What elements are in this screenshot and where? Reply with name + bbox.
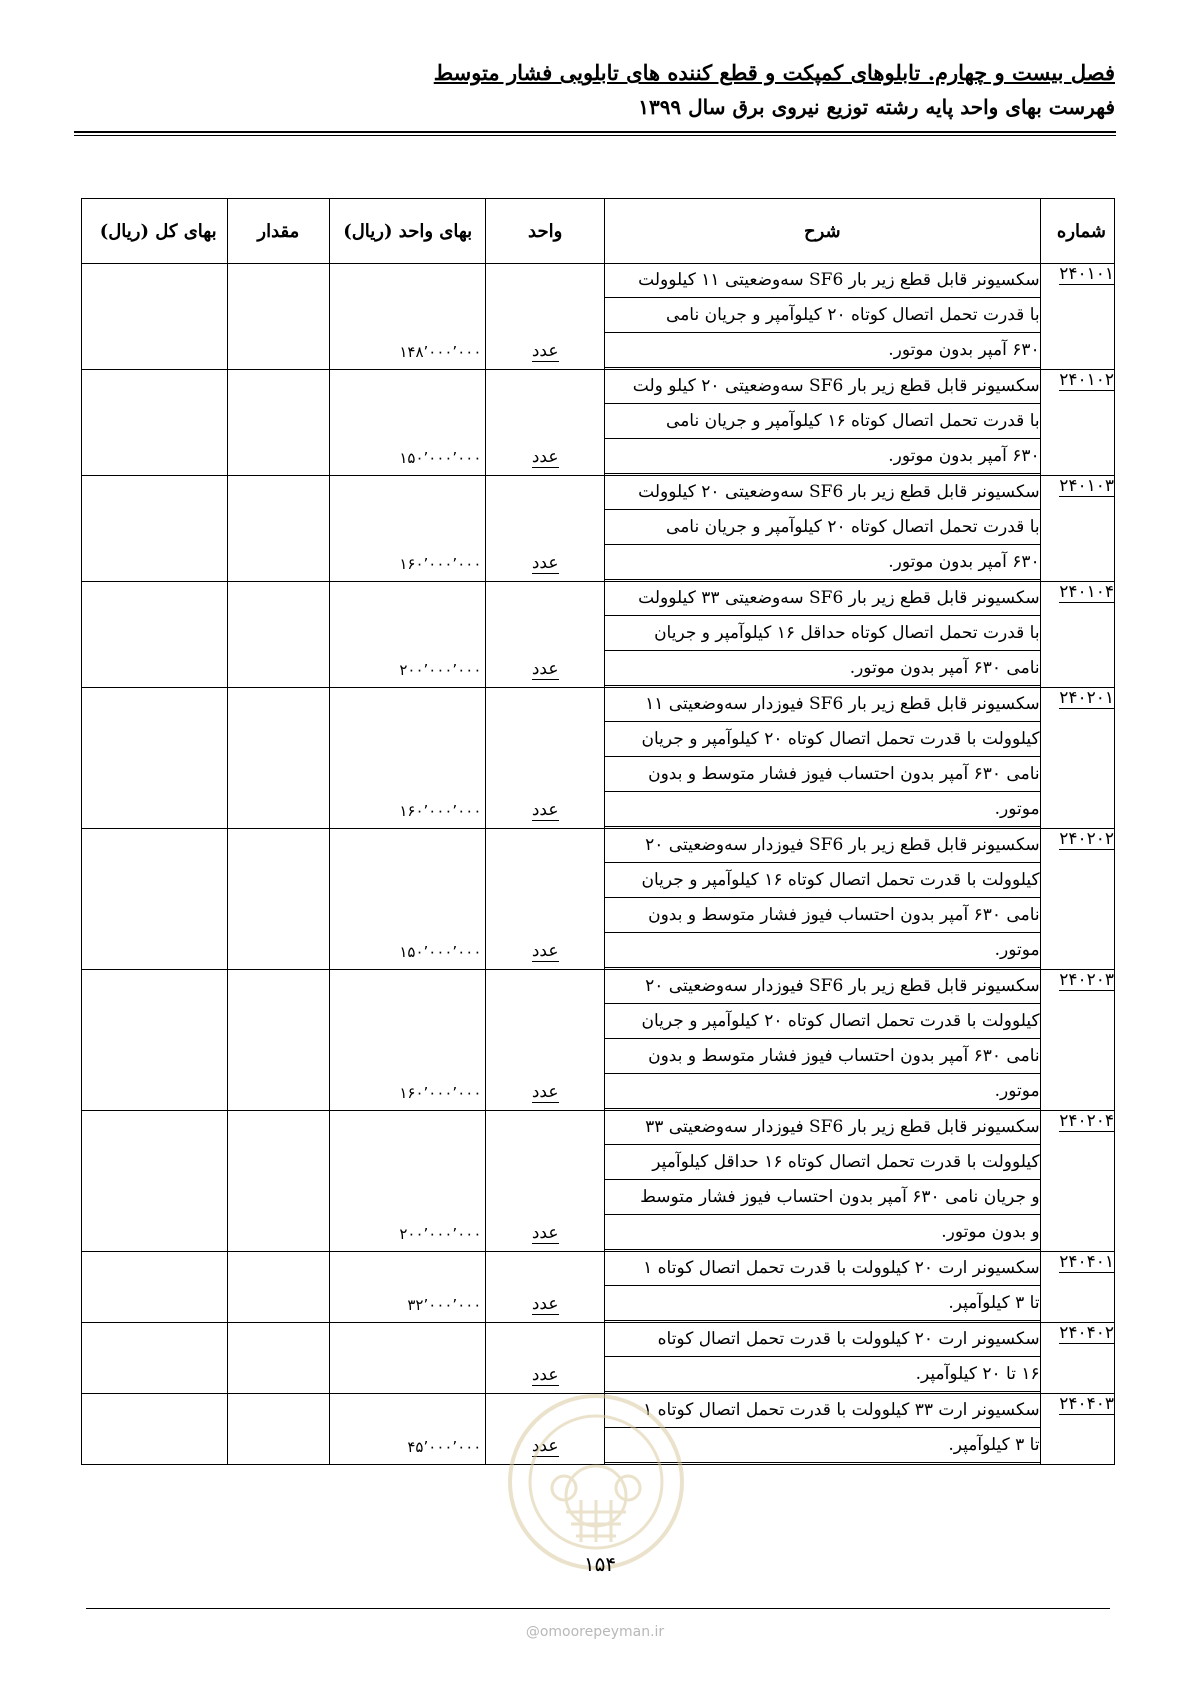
row-unit: عدد: [531, 941, 559, 961]
row-code: ۲۴۰۱۰۴: [1059, 582, 1114, 602]
row-code: ۲۴۰۲۰۴: [1059, 1111, 1114, 1131]
description-line: تا ۳ کیلوآمپر.: [605, 1429, 1040, 1463]
col-header-unit-price: بهای واحد (ریال): [330, 199, 486, 264]
row-quantity: [227, 1111, 329, 1252]
description-line: موتور.: [605, 934, 1040, 968]
row-unit-cell: [486, 1323, 605, 1394]
col-header-total-price: بهای کل (ریال): [82, 199, 228, 264]
row-code: ۲۴۰۱۰۱: [1059, 264, 1114, 284]
row-total-price: [82, 476, 228, 582]
row-quantity: [227, 1323, 329, 1394]
description-line: با قدرت تحمل اتصال کوتاه ۲۰ کیلوآمپر و جریان نامی: [605, 299, 1040, 333]
row-description-cell: [604, 970, 1040, 1111]
description-line: کیلوولت با قدرت تحمل اتصال کوتاه ۲۰ کیلوآمپر و جریان: [605, 1005, 1040, 1039]
row-total-price: [82, 582, 228, 688]
description-line: تا ۳ کیلوآمپر.: [605, 1287, 1040, 1321]
chapter-title: فصل بیست و چهارم. تابلوهای کمپکت و قطع کننده های تابلویی فشار متوسط: [433, 60, 1115, 85]
description-line: ۶۳۰ آمپر بدون موتور.: [605, 440, 1040, 474]
description-line: سکسیونر قابل قطع زیر بار SF6 فیوزدار سه‌وضعیتی ۲۰: [605, 970, 1040, 1004]
row-unit: عدد: [531, 1436, 559, 1456]
row-unit-price: [330, 1323, 486, 1394]
description-line: سکسیونر ارت ۲۰ کیلوولت با قدرت تحمل اتصال کوتاه: [605, 1323, 1040, 1357]
description-line: سکسیونر قابل قطع زیر بار SF6 سه‌وضعیتی ۲۰ کیلو ولت: [605, 370, 1040, 404]
row-code-cell: [1040, 1252, 1114, 1323]
row-unit-price: ۱۴۸٬۰۰۰٬۰۰۰: [330, 264, 486, 370]
row-unit-price: ۱۵۰٬۰۰۰٬۰۰۰: [330, 829, 486, 970]
description-line: نامی ۶۳۰ آمپر بدون احتساب فیوز فشار متوسط و بدون: [605, 899, 1040, 933]
row-code: ۲۴۰۴۰۲: [1059, 1323, 1114, 1343]
row-description-cell: [604, 1252, 1040, 1323]
table-row: [82, 370, 1115, 476]
row-description-cell: [604, 476, 1040, 582]
row-unit-cell: [486, 829, 605, 970]
description-line: کیلوولت با قدرت تحمل اتصال کوتاه ۲۰ کیلوآمپر و جریان: [605, 723, 1040, 757]
row-total-price: [82, 1252, 228, 1323]
description-line: نامی ۶۳۰ آمپر بدون موتور.: [605, 652, 1040, 686]
row-code: ۲۴۰۲۰۲: [1059, 829, 1114, 849]
row-unit-price: ۲۰۰٬۰۰۰٬۰۰۰: [330, 582, 486, 688]
row-unit-cell: [486, 1252, 605, 1323]
row-unit-cell: [486, 1111, 605, 1252]
table-body: [82, 264, 1115, 1465]
description-line: نامی ۶۳۰ آمپر بدون احتساب فیوز فشار متوسط و بدون: [605, 758, 1040, 792]
header-rule-thin: [74, 135, 1116, 136]
row-code-cell: [1040, 688, 1114, 829]
row-code-cell: [1040, 829, 1114, 970]
table-row: [82, 582, 1115, 688]
row-total-price: [82, 688, 228, 829]
row-quantity: [227, 476, 329, 582]
table-header-row: [82, 199, 1115, 264]
col-header-unit: واحد: [486, 199, 605, 264]
description-line: سکسیونر قابل قطع زیر بار SF6 سه‌وضعیتی ۲۰ کیلوولت: [605, 476, 1040, 510]
row-description-cell: [604, 688, 1040, 829]
row-code: ۲۴۰۴۰۱: [1059, 1252, 1114, 1272]
row-code: ۲۴۰۲۰۳: [1059, 970, 1114, 990]
table-row: [82, 970, 1115, 1111]
description-line: ۶۳۰ آمپر بدون موتور.: [605, 546, 1040, 580]
row-unit: عدد: [531, 447, 559, 467]
row-quantity: [227, 264, 329, 370]
row-unit-cell: [486, 582, 605, 688]
row-unit-cell: [486, 688, 605, 829]
row-code-cell: [1040, 264, 1114, 370]
description-line: موتور.: [605, 1075, 1040, 1109]
description-line: سکسیونر قابل قطع زیر بار SF6 سه‌وضعیتی ۳۳ کیلوولت: [605, 582, 1040, 616]
row-code-cell: [1040, 1394, 1114, 1465]
table-row: [82, 688, 1115, 829]
description-line: و جریان نامی ۶۳۰ آمپر بدون احتساب فیوز فشار متوسط: [605, 1181, 1040, 1215]
watermark-site: @omoorepeyman.ir: [525, 1624, 665, 1640]
description-line: و بدون موتور.: [605, 1216, 1040, 1250]
row-unit-cell: [486, 370, 605, 476]
description-line: سکسیونر قابل قطع زیر بار SF6 فیوزدار سه‌وضعیتی ۳۳: [605, 1111, 1040, 1145]
row-quantity: [227, 688, 329, 829]
footer-rule: [86, 1608, 1110, 1609]
row-unit-price: ۱۶۰٬۰۰۰٬۰۰۰: [330, 970, 486, 1111]
row-code-cell: [1040, 476, 1114, 582]
description-line: با قدرت تحمل اتصال کوتاه ۲۰ کیلوآمپر و جریان نامی: [605, 511, 1040, 545]
col-header-description: شرح: [604, 199, 1040, 264]
row-description-cell: [604, 264, 1040, 370]
description-line: ۱۶ تا ۲۰ کیلوآمپر.: [605, 1358, 1040, 1392]
row-unit: عدد: [531, 800, 559, 820]
row-description-cell: [604, 582, 1040, 688]
table-row: [82, 476, 1115, 582]
row-description-cell: [604, 370, 1040, 476]
row-quantity: [227, 970, 329, 1111]
row-code: ۲۴۰۴۰۳: [1059, 1394, 1114, 1414]
description-line: موتور.: [605, 793, 1040, 827]
row-code-cell: [1040, 1111, 1114, 1252]
row-description-cell: [604, 829, 1040, 970]
row-unit: عدد: [531, 1223, 559, 1243]
catalog-title: فهرست بهای واحد پایه رشته توزیع نیروی برق سال ۱۳۹۹: [638, 95, 1115, 119]
row-code-cell: [1040, 970, 1114, 1111]
description-line: سکسیونر ارت ۲۰ کیلوولت با قدرت تحمل اتصال کوتاه ۱: [605, 1252, 1040, 1286]
row-total-price: [82, 829, 228, 970]
row-unit-price: ۱۶۰٬۰۰۰٬۰۰۰: [330, 476, 486, 582]
row-unit-cell: [486, 476, 605, 582]
row-quantity: [227, 1252, 329, 1323]
description-line: سکسیونر قابل قطع زیر بار SF6 فیوزدار سه‌وضعیتی ۲۰: [605, 829, 1040, 863]
row-quantity: [227, 1394, 329, 1465]
row-code-cell: [1040, 582, 1114, 688]
row-code: ۲۴۰۲۰۱: [1059, 688, 1114, 708]
page-header: [75, 56, 1115, 124]
row-total-price: [82, 264, 228, 370]
row-code: ۲۴۰۱۰۳: [1059, 476, 1114, 496]
row-quantity: [227, 829, 329, 970]
row-total-price: [82, 370, 228, 476]
row-unit: عدد: [531, 1082, 559, 1102]
row-code: ۲۴۰۱۰۲: [1059, 370, 1114, 390]
description-line: سکسیونر ارت ۳۳ کیلوولت با قدرت تحمل اتصال کوتاه ۱: [605, 1394, 1040, 1428]
row-total-price: [82, 1394, 228, 1465]
table-row: [82, 1111, 1115, 1252]
row-total-price: [82, 970, 228, 1111]
description-line: با قدرت تحمل اتصال کوتاه ۱۶ کیلوآمپر و جریان نامی: [605, 405, 1040, 439]
row-unit-cell: [486, 264, 605, 370]
row-quantity: [227, 582, 329, 688]
table-row: [82, 1323, 1115, 1394]
page-number: ۱۵۴: [583, 1552, 617, 1576]
description-line: با قدرت تحمل اتصال کوتاه حداقل ۱۶ کیلوآمپر و جریان: [605, 617, 1040, 651]
table-row: [82, 829, 1115, 970]
row-description-cell: [604, 1323, 1040, 1394]
row-code-cell: [1040, 370, 1114, 476]
row-total-price: [82, 1323, 228, 1394]
row-code-cell: [1040, 1323, 1114, 1394]
description-line: سکسیونر قابل قطع زیر بار SF6 سه‌وضعیتی ۱۱ کیلوولت: [605, 264, 1040, 298]
description-line: ۶۳۰ آمپر بدون موتور.: [605, 334, 1040, 368]
row-unit-price: ۴۵٬۰۰۰٬۰۰۰: [330, 1394, 486, 1465]
description-line: نامی ۶۳۰ آمپر بدون احتساب فیوز فشار متوسط و بدون: [605, 1040, 1040, 1074]
row-unit-price: ۲۰۰٬۰۰۰٬۰۰۰: [330, 1111, 486, 1252]
row-unit-price: ۱۵۰٬۰۰۰٬۰۰۰: [330, 370, 486, 476]
description-line: کیلوولت با قدرت تحمل اتصال کوتاه ۱۶ کیلوآمپر و جریان: [605, 864, 1040, 898]
col-header-code: شماره: [1040, 199, 1114, 264]
watermark-seal: [506, 1392, 686, 1572]
row-unit-price: ۳۲٬۰۰۰٬۰۰۰: [330, 1252, 486, 1323]
row-unit: عدد: [531, 341, 559, 361]
row-quantity: [227, 370, 329, 476]
row-unit: عدد: [531, 659, 559, 679]
col-header-quantity: مقدار: [227, 199, 329, 264]
table-row: [82, 264, 1115, 370]
row-total-price: [82, 1111, 228, 1252]
row-unit: عدد: [531, 1365, 559, 1385]
header-rule-thick: [74, 131, 1116, 133]
row-description-cell: [604, 1111, 1040, 1252]
row-unit: عدد: [531, 553, 559, 573]
price-table: [81, 198, 1115, 1465]
row-unit-cell: [486, 970, 605, 1111]
description-line: کیلوولت با قدرت تحمل اتصال کوتاه ۱۶ حداقل کیلوآمپر: [605, 1146, 1040, 1180]
row-unit: عدد: [531, 1294, 559, 1314]
row-unit-price: ۱۶۰٬۰۰۰٬۰۰۰: [330, 688, 486, 829]
table-row: [82, 1252, 1115, 1323]
description-line: سکسیونر قابل قطع زیر بار SF6 فیوزدار سه‌وضعیتی ۱۱: [605, 688, 1040, 722]
